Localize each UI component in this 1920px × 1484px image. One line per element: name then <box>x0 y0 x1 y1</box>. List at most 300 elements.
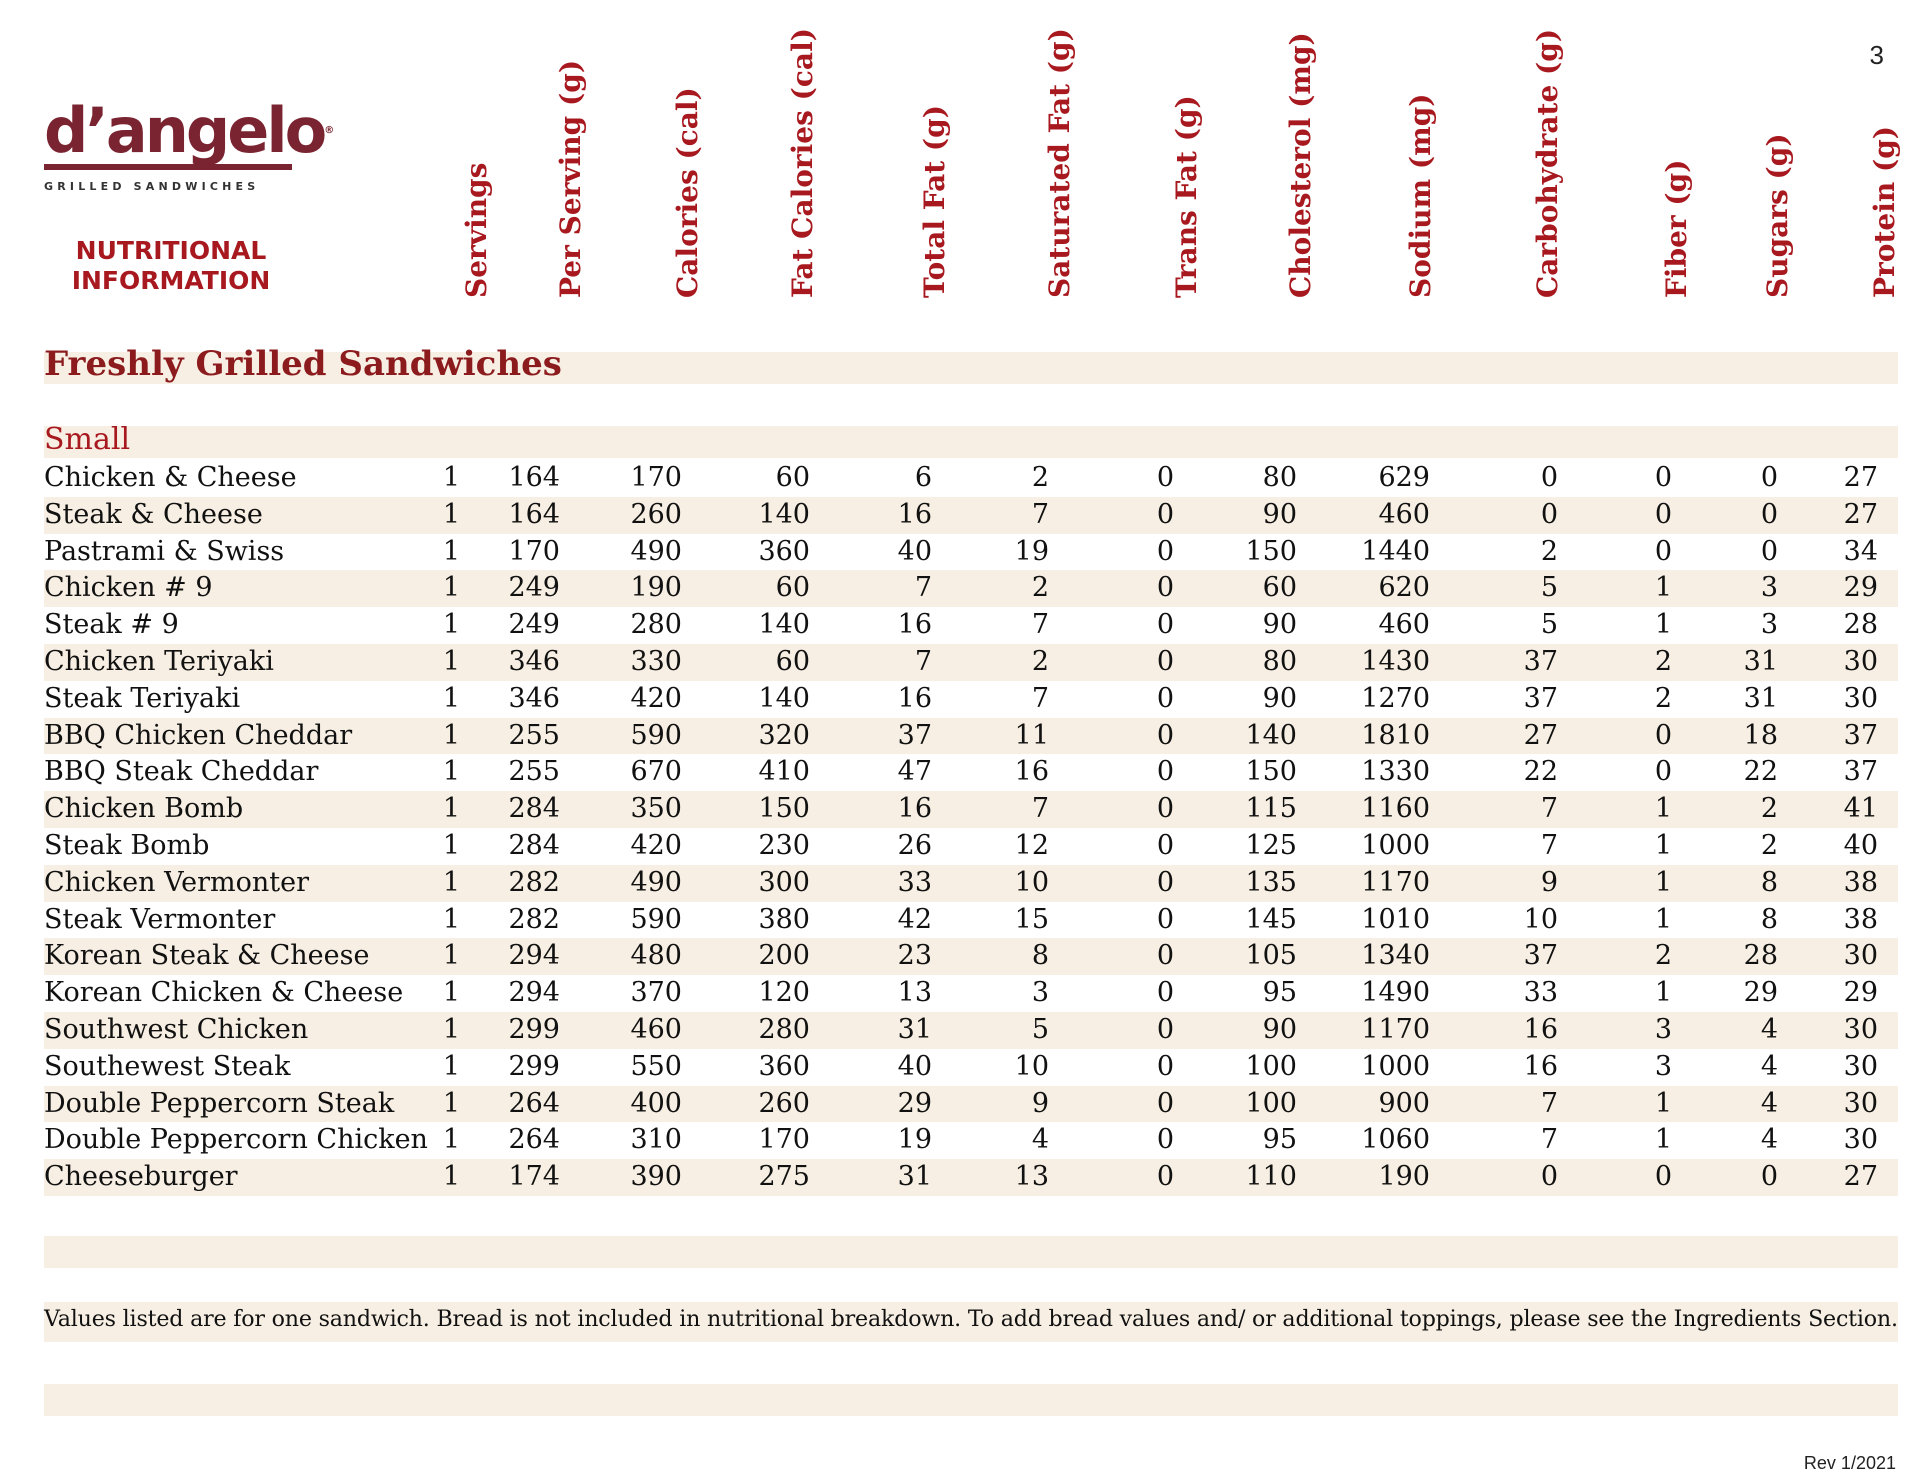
table-cell: 7 <box>1031 609 1049 641</box>
item-name: Korean Steak & Cheese <box>44 940 370 972</box>
table-cell: 0 <box>1156 498 1174 530</box>
table-cell: 37 <box>1843 756 1878 788</box>
footnote: Values listed are for one sandwich. Bread is not included in nutritional breakdown. To add bread values and/ or additional toppings, please see the Ingredients Section. <box>44 1306 1898 1332</box>
table-cell: 140 <box>758 609 810 641</box>
table-cell: 7 <box>914 572 932 604</box>
table-cell: 0 <box>1156 940 1174 972</box>
item-name: Steak & Cheese <box>44 498 263 530</box>
table-cell: 420 <box>630 682 682 714</box>
item-name: Chicken Vermonter <box>44 866 310 898</box>
item-name: Steak # 9 <box>44 609 179 641</box>
table-cell: 282 <box>508 903 560 935</box>
table-cell: 190 <box>630 572 682 604</box>
table-cell: 37 <box>1523 682 1558 714</box>
table-cell: 2 <box>1540 535 1558 567</box>
table-cell: 1 <box>442 572 460 604</box>
table-cell: 4 <box>1031 1124 1049 1156</box>
table-cell: 1 <box>442 462 460 493</box>
table-cell: 26 <box>897 830 932 861</box>
table-cell: 0 <box>1156 793 1174 825</box>
table-cell: 1 <box>442 1014 460 1045</box>
column-header: Fiber (g) <box>1660 159 1693 298</box>
table-cell: 255 <box>508 756 560 788</box>
table-cell: 100 <box>1245 1050 1297 1082</box>
table-cell: 1160 <box>1361 793 1430 825</box>
logo-name: d’angelo <box>44 94 325 167</box>
table-cell: 0 <box>1760 498 1778 530</box>
table-cell: 40 <box>1843 830 1878 861</box>
table-cell: 264 <box>508 1124 560 1156</box>
column-header: Servings <box>460 162 493 298</box>
table-cell: 27 <box>1843 462 1878 493</box>
item-name: Steak Teriyaki <box>44 682 241 714</box>
table-cell: 30 <box>1843 1050 1878 1082</box>
table-cell: 140 <box>758 498 810 530</box>
table-cell: 100 <box>1245 1087 1297 1119</box>
table-cell: 1 <box>1654 793 1672 825</box>
table-row <box>44 644 1898 681</box>
table-cell: 140 <box>758 682 810 714</box>
table-cell: 490 <box>630 535 682 567</box>
group-band <box>44 426 1898 458</box>
table-cell: 2 <box>1031 572 1049 604</box>
table-cell: 310 <box>630 1124 682 1156</box>
item-name: Southwest Chicken <box>44 1014 309 1045</box>
table-cell: 0 <box>1760 535 1778 567</box>
item-name: Pastrami & Swiss <box>44 535 285 567</box>
table-cell: 33 <box>1523 977 1558 1009</box>
table-row <box>44 497 1898 534</box>
table-cell: 11 <box>1014 719 1049 751</box>
table-cell: 7 <box>1540 830 1558 861</box>
table-row <box>44 828 1898 865</box>
table-cell: 1 <box>442 1050 460 1082</box>
table-cell: 22 <box>1523 756 1558 788</box>
table-row <box>44 791 1898 828</box>
item-name: Chicken Bomb <box>44 793 244 825</box>
table-cell: 125 <box>1245 830 1297 861</box>
table-cell: 13 <box>1014 1161 1049 1193</box>
table-cell: 629 <box>1378 462 1430 493</box>
table-cell: 23 <box>897 940 932 972</box>
group-title: Small <box>44 422 131 457</box>
table-cell: 0 <box>1760 1161 1778 1193</box>
table-cell: 1 <box>442 977 460 1009</box>
table-cell: 10 <box>1014 866 1049 898</box>
table-cell: 120 <box>758 977 810 1009</box>
item-name: Steak Vermonter <box>44 903 276 935</box>
table-cell: 590 <box>630 719 682 751</box>
table-cell: 0 <box>1654 498 1672 530</box>
table-cell: 1430 <box>1361 646 1430 677</box>
table-cell: 2 <box>1031 646 1049 677</box>
table-cell: 29 <box>1843 572 1878 604</box>
table-cell: 320 <box>758 719 810 751</box>
table-cell: 150 <box>758 793 810 825</box>
table-cell: 360 <box>758 1050 810 1082</box>
table-cell: 5 <box>1540 572 1558 604</box>
table-cell: 460 <box>1378 609 1430 641</box>
table-row <box>44 570 1898 607</box>
table-cell: 1 <box>442 609 460 641</box>
table-cell: 27 <box>1843 1161 1878 1193</box>
table-row <box>44 938 1898 975</box>
table-cell: 550 <box>630 1050 682 1082</box>
table-cell: 2 <box>1654 682 1672 714</box>
table-cell: 115 <box>1245 793 1297 825</box>
table-cell: 60 <box>1262 572 1297 604</box>
item-name: Southewest Steak <box>44 1050 291 1082</box>
table-cell: 330 <box>630 646 682 677</box>
table-cell: 164 <box>508 462 560 493</box>
table-row <box>44 1122 1898 1159</box>
registered-mark: ® <box>324 125 335 136</box>
table-cell: 1170 <box>1361 866 1430 898</box>
table-cell: 16 <box>1523 1050 1558 1082</box>
table-cell: 37 <box>1523 646 1558 677</box>
table-cell: 360 <box>758 535 810 567</box>
table-cell: 0 <box>1654 756 1672 788</box>
table-cell: 1 <box>442 1161 460 1193</box>
table-cell: 3 <box>1654 1014 1672 1045</box>
table-cell: 0 <box>1156 903 1174 935</box>
table-cell: 31 <box>1743 682 1778 714</box>
column-header: Protein (g) <box>1868 125 1901 298</box>
table-cell: 170 <box>508 535 560 567</box>
table-row <box>44 1012 1898 1049</box>
table-cell: 284 <box>508 793 560 825</box>
document-title <box>56 236 286 296</box>
table-cell: 27 <box>1523 719 1558 751</box>
table-cell: 1 <box>1654 866 1672 898</box>
table-cell: 0 <box>1540 1161 1558 1193</box>
table-row <box>44 607 1898 644</box>
table-cell: 299 <box>508 1014 560 1045</box>
table-cell: 0 <box>1654 535 1672 567</box>
table-cell: 280 <box>758 1014 810 1045</box>
table-cell: 8 <box>1031 940 1049 972</box>
table-cell: 28 <box>1843 609 1878 641</box>
table-cell: 37 <box>897 719 932 751</box>
table-cell: 3 <box>1760 609 1778 641</box>
table-cell: 590 <box>630 903 682 935</box>
table-cell: 90 <box>1262 1014 1297 1045</box>
table-cell: 38 <box>1843 866 1878 898</box>
column-header: Per Serving (g) <box>554 59 587 298</box>
table-cell: 3 <box>1031 977 1049 1009</box>
table-cell: 255 <box>508 719 560 751</box>
table-cell: 8 <box>1760 866 1778 898</box>
table-cell: 1810 <box>1361 719 1430 751</box>
table-cell: 140 <box>1245 719 1297 751</box>
table-cell: 4 <box>1760 1124 1778 1156</box>
table-cell: 6 <box>914 462 932 493</box>
table-cell: 1 <box>442 830 460 861</box>
table-cell: 0 <box>1156 1161 1174 1193</box>
table-row <box>44 1049 1898 1086</box>
table-cell: 60 <box>775 646 810 677</box>
table-cell: 30 <box>1843 646 1878 677</box>
table-cell: 1 <box>1654 977 1672 1009</box>
table-cell: 0 <box>1156 830 1174 861</box>
table-cell: 8 <box>1760 903 1778 935</box>
table-row <box>44 460 1898 497</box>
table-cell: 0 <box>1156 646 1174 677</box>
table-cell: 0 <box>1654 1161 1672 1193</box>
table-cell: 60 <box>775 572 810 604</box>
table-cell: 7 <box>1540 793 1558 825</box>
table-row <box>44 754 1898 791</box>
section-title: Freshly Grilled Sandwiches <box>44 344 562 384</box>
table-cell: 4 <box>1760 1014 1778 1045</box>
table-cell: 80 <box>1262 646 1297 677</box>
document-title-line1: NUTRITIONAL <box>75 236 267 265</box>
table-cell: 30 <box>1843 682 1878 714</box>
table-cell: 60 <box>775 462 810 493</box>
item-name: Double Peppercorn Chicken <box>44 1124 428 1156</box>
table-cell: 1000 <box>1361 1050 1430 1082</box>
table-cell: 0 <box>1156 1087 1174 1119</box>
table-cell: 30 <box>1843 1014 1878 1045</box>
table-cell: 1 <box>442 646 460 677</box>
table-cell: 1 <box>442 793 460 825</box>
item-name: Chicken # 9 <box>44 572 213 604</box>
table-cell: 16 <box>897 793 932 825</box>
column-header: Fat Calories (cal) <box>786 28 819 298</box>
table-cell: 37 <box>1523 940 1558 972</box>
table-cell: 34 <box>1843 535 1878 567</box>
table-cell: 7 <box>914 646 932 677</box>
table-cell: 170 <box>630 462 682 493</box>
table-cell: 1340 <box>1361 940 1430 972</box>
table-cell: 5 <box>1031 1014 1049 1045</box>
table-cell: 40 <box>897 535 932 567</box>
column-header: Calories (cal) <box>671 87 704 298</box>
table-cell: 145 <box>1245 903 1297 935</box>
item-name: Steak Bomb <box>44 830 210 861</box>
table-cell: 105 <box>1245 940 1297 972</box>
table-cell: 164 <box>508 498 560 530</box>
table-cell: 29 <box>1743 977 1778 1009</box>
table-cell: 16 <box>1014 756 1049 788</box>
table-cell: 299 <box>508 1050 560 1082</box>
table-cell: 90 <box>1262 498 1297 530</box>
table-cell: 1 <box>1654 609 1672 641</box>
table-cell: 670 <box>630 756 682 788</box>
table-cell: 1 <box>442 682 460 714</box>
bottom-band <box>44 1384 1898 1416</box>
table-cell: 135 <box>1245 866 1297 898</box>
table-cell: 1 <box>1654 903 1672 935</box>
table-cell: 1 <box>1654 1124 1672 1156</box>
table-cell: 16 <box>897 682 932 714</box>
table-cell: 7 <box>1031 498 1049 530</box>
table-cell: 30 <box>1843 1124 1878 1156</box>
table-cell: 10 <box>1014 1050 1049 1082</box>
table-cell: 0 <box>1156 609 1174 641</box>
table-cell: 420 <box>630 830 682 861</box>
table-cell: 346 <box>508 646 560 677</box>
table-cell: 900 <box>1378 1087 1430 1119</box>
table-cell: 0 <box>1156 462 1174 493</box>
table-cell: 4 <box>1760 1087 1778 1119</box>
table-cell: 0 <box>1654 462 1672 493</box>
column-header: Sodium (mg) <box>1404 93 1437 298</box>
table-cell: 0 <box>1156 1050 1174 1082</box>
table-cell: 190 <box>1378 1161 1430 1193</box>
table-cell: 350 <box>630 793 682 825</box>
table-cell: 27 <box>1843 498 1878 530</box>
table-row <box>44 865 1898 902</box>
table-cell: 460 <box>630 1014 682 1045</box>
table-cell: 1000 <box>1361 830 1430 861</box>
table-cell: 0 <box>1156 719 1174 751</box>
table-cell: 249 <box>508 609 560 641</box>
table-cell: 33 <box>897 866 932 898</box>
table-cell: 0 <box>1156 756 1174 788</box>
table-cell: 1 <box>442 756 460 788</box>
table-cell: 28 <box>1743 940 1778 972</box>
table-cell: 90 <box>1262 682 1297 714</box>
item-name: BBQ Chicken Cheddar <box>44 719 353 751</box>
table-cell: 2 <box>1760 830 1778 861</box>
table-cell: 0 <box>1760 462 1778 493</box>
table-cell: 9 <box>1031 1087 1049 1119</box>
table-cell: 9 <box>1540 866 1558 898</box>
table-cell: 1 <box>442 1124 460 1156</box>
table-cell: 31 <box>897 1014 932 1045</box>
table-cell: 294 <box>508 977 560 1009</box>
table-cell: 1010 <box>1361 903 1430 935</box>
item-name: BBQ Steak Cheddar <box>44 756 319 788</box>
table-cell: 110 <box>1245 1161 1297 1193</box>
table-cell: 282 <box>508 866 560 898</box>
table-cell: 2 <box>1654 646 1672 677</box>
table-cell: 1 <box>442 903 460 935</box>
table-cell: 0 <box>1540 462 1558 493</box>
table-cell: 80 <box>1262 462 1297 493</box>
table-cell: 380 <box>758 903 810 935</box>
table-cell: 480 <box>630 940 682 972</box>
table-cell: 1 <box>442 1087 460 1119</box>
table-cell: 0 <box>1540 498 1558 530</box>
table-cell: 1490 <box>1361 977 1430 1009</box>
table-cell: 7 <box>1540 1124 1558 1156</box>
table-cell: 150 <box>1245 756 1297 788</box>
column-header: Cholesterol (mg) <box>1284 32 1317 298</box>
table-cell: 30 <box>1843 1087 1878 1119</box>
spacer-band <box>44 1236 1898 1268</box>
item-name: Chicken & Cheese <box>44 462 297 493</box>
page-number: 3 <box>1869 40 1884 70</box>
table-cell: 1060 <box>1361 1124 1430 1156</box>
table-cell: 260 <box>630 498 682 530</box>
table-cell: 230 <box>758 830 810 861</box>
table-cell: 620 <box>1378 572 1430 604</box>
table-cell: 5 <box>1540 609 1558 641</box>
table-cell: 300 <box>758 866 810 898</box>
table-cell: 1330 <box>1361 756 1430 788</box>
table-cell: 31 <box>1743 646 1778 677</box>
table-cell: 16 <box>897 498 932 530</box>
table-cell: 38 <box>1843 903 1878 935</box>
table-cell: 460 <box>1378 498 1430 530</box>
table-cell: 490 <box>630 866 682 898</box>
table-cell: 41 <box>1843 793 1878 825</box>
table-row <box>44 681 1898 718</box>
table-cell: 390 <box>630 1161 682 1193</box>
table-row <box>44 534 1898 571</box>
table-row <box>44 1086 1898 1123</box>
table-cell: 284 <box>508 830 560 861</box>
table-cell: 0 <box>1156 682 1174 714</box>
column-header: Total Fat (g) <box>918 104 951 298</box>
table-cell: 31 <box>897 1161 932 1193</box>
table-cell: 29 <box>897 1087 932 1119</box>
table-cell: 275 <box>758 1161 810 1193</box>
table-cell: 280 <box>630 609 682 641</box>
table-cell: 0 <box>1156 572 1174 604</box>
table-cell: 294 <box>508 940 560 972</box>
table-cell: 0 <box>1156 977 1174 1009</box>
table-cell: 346 <box>508 682 560 714</box>
table-cell: 260 <box>758 1087 810 1119</box>
table-cell: 2 <box>1031 462 1049 493</box>
table-cell: 1 <box>442 535 460 567</box>
table-cell: 47 <box>897 756 932 788</box>
table-cell: 16 <box>1523 1014 1558 1045</box>
table-cell: 19 <box>897 1124 932 1156</box>
table-cell: 30 <box>1843 940 1878 972</box>
table-cell: 7 <box>1540 1087 1558 1119</box>
table-cell: 15 <box>1014 903 1049 935</box>
item-name: Cheeseburger <box>44 1161 238 1193</box>
table-row <box>44 975 1898 1012</box>
document-title-line2: INFORMATION <box>71 266 271 295</box>
table-cell: 249 <box>508 572 560 604</box>
table-cell: 0 <box>1156 1014 1174 1045</box>
table-cell: 410 <box>758 756 810 788</box>
item-name: Korean Chicken & Cheese <box>44 977 404 1009</box>
table-cell: 1440 <box>1361 535 1430 567</box>
table-cell: 400 <box>630 1087 682 1119</box>
table-cell: 37 <box>1843 719 1878 751</box>
item-name: Double Peppercorn Steak <box>44 1087 395 1119</box>
table-cell: 95 <box>1262 977 1297 1009</box>
table-cell: 1 <box>442 940 460 972</box>
table-cell: 29 <box>1843 977 1878 1009</box>
table-cell: 10 <box>1523 903 1558 935</box>
table-row <box>44 1159 1898 1196</box>
table-cell: 1170 <box>1361 1014 1430 1045</box>
logo-wordmark <box>44 94 335 167</box>
table-cell: 1 <box>442 866 460 898</box>
table-cell: 90 <box>1262 609 1297 641</box>
table-cell: 3 <box>1760 572 1778 604</box>
table-cell: 2 <box>1654 940 1672 972</box>
table-cell: 0 <box>1156 866 1174 898</box>
table-cell: 1270 <box>1361 682 1430 714</box>
table-cell: 18 <box>1743 719 1778 751</box>
column-header: Carbohydrate (g) <box>1531 28 1564 298</box>
table-cell: 13 <box>897 977 932 1009</box>
table-cell: 40 <box>897 1050 932 1082</box>
table-cell: 200 <box>758 940 810 972</box>
logo-tagline: GRILLED SANDWICHES <box>44 180 260 193</box>
table-cell: 264 <box>508 1087 560 1119</box>
table-cell: 150 <box>1245 535 1297 567</box>
table-cell: 42 <box>897 903 932 935</box>
